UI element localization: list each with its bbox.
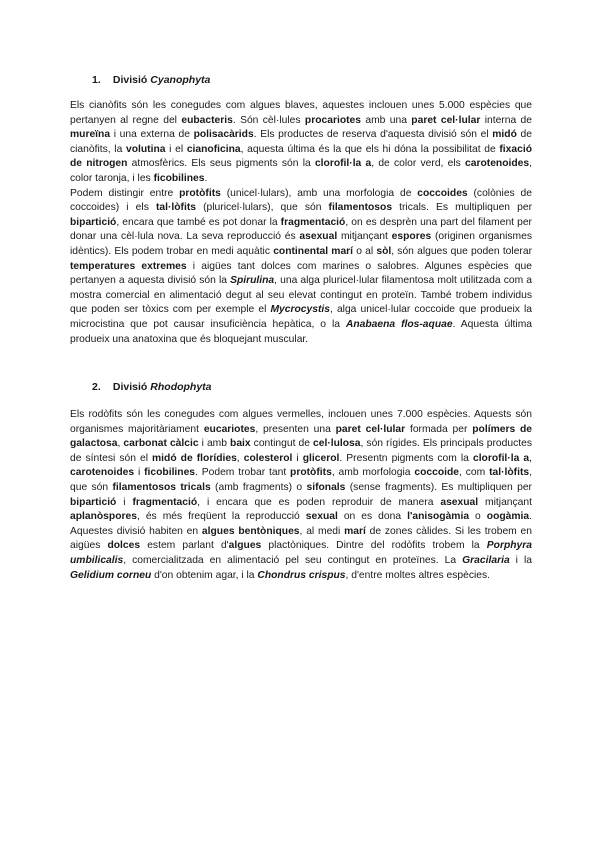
bold-term: tal·lòfits <box>155 202 196 214</box>
bold-term: sòl <box>376 245 392 257</box>
text-run: . Els productes de reserva d'aquesta divisió són el <box>253 129 493 141</box>
bold-term: coccoide <box>414 467 460 479</box>
bold-term: eubacteris <box>181 114 233 126</box>
bold-term: carbonat càlcic <box>123 438 199 450</box>
text-run: (sense fragments). Es multipliquen per <box>345 481 532 493</box>
bold-term: espores <box>391 231 432 243</box>
bold-term: fragmentació <box>132 496 198 508</box>
bold-term: Gelidium corneu <box>70 569 152 581</box>
text-run: (pluricel·lulars), que són <box>196 202 329 214</box>
bold-term: bipartició <box>70 216 117 228</box>
text-run: i aigües tant dolces com marines o salobres. Algunes espècies que pertanyen a aquesta divisió són la <box>70 260 532 287</box>
text-run: . Són cèl·lules <box>232 114 305 126</box>
text-run: contingut de <box>250 438 314 450</box>
section-1-title-name: Cyanophyta <box>150 74 211 86</box>
text-run: o al <box>353 245 377 257</box>
text-run: estem parlant d' <box>140 540 229 552</box>
bold-term: colesterol <box>243 452 293 464</box>
bold-term: oogàmia <box>486 511 530 523</box>
text-run: plactòniques. Dintre del rodòfits trobem la <box>261 540 487 552</box>
bold-term: bipartició <box>70 496 117 508</box>
text-run: i una externa de <box>110 129 194 141</box>
text-run: interna de <box>480 114 532 126</box>
text-run: Podem distingir entre <box>70 187 180 199</box>
text-run: , <box>236 452 244 464</box>
bold-term: eucariotes <box>203 423 256 435</box>
text-run: . Aquestes divisió habiten en <box>70 511 532 537</box>
text-run: formada per <box>405 423 473 435</box>
section-2-heading <box>92 380 212 394</box>
bold-term: asexual <box>299 231 338 243</box>
bold-term: ficobilines <box>144 467 196 479</box>
text-run: i <box>292 452 303 464</box>
bold-term: carotenoides <box>70 467 135 479</box>
bold-term: marí <box>344 525 366 537</box>
bold-term: aplanòspores <box>70 511 137 523</box>
text-run: (unicel·lulars), amb una morfologia de <box>220 187 418 199</box>
text-run: (amb fragments) o <box>210 481 307 493</box>
text-run: . <box>204 172 208 184</box>
text-run: , que són <box>70 467 532 493</box>
text-run: i amb <box>198 438 231 450</box>
text-run: . Presentn pigments com la <box>339 452 473 464</box>
text-run: , de color verd, els <box>371 158 466 170</box>
text-run: amb una <box>361 114 412 126</box>
section-1-body <box>70 99 532 347</box>
section1-paragraph-1 <box>70 99 532 187</box>
section-1-heading <box>92 73 210 87</box>
text-run: . Aquesta última produeix una anatoxina que és bloquejant muscular. <box>70 318 533 345</box>
text-run: Els rodòfits són les conegudes com algues vermelles, inclouen unes 7.000 espècies. Aquests són organismes majoritàriament <box>70 409 532 435</box>
bold-term: Porphyra umbilicalis <box>70 540 532 566</box>
text-run: , aquesta última és la que els hi dóna la possibilitat de <box>240 143 500 155</box>
text-run: , encara que també es pot donar la <box>116 216 281 228</box>
bold-term: Anabaena flos-aquae <box>345 318 453 330</box>
text-run: , al medi <box>299 525 345 537</box>
text-run: , color taronja, i les <box>70 158 532 184</box>
text-run: , són rígides. Els principals productes de síntesi són el <box>70 438 532 464</box>
text-run: , i encara que es poden reproduir de manera <box>197 496 441 508</box>
section-2-body <box>70 408 532 583</box>
bold-term: tal·lòfits <box>489 467 530 479</box>
bold-term: continental marí <box>273 245 354 257</box>
text-run: , són algues que poden tolerar <box>391 245 532 257</box>
bold-term: Gracilaria <box>462 554 510 566</box>
text-run: , com <box>459 467 490 479</box>
bold-term: sexual <box>305 511 338 523</box>
text-run: i el <box>165 143 187 155</box>
bold-term: protòfits <box>290 467 332 479</box>
bold-term: sifonals <box>306 481 346 493</box>
section-1-title-prefix: Divisió <box>112 74 148 86</box>
text-run: , <box>529 452 532 464</box>
text-run: de zones càlides. Si les trobem en aigües <box>70 525 532 552</box>
text-run: , presenten una <box>255 423 336 435</box>
bold-term: algues <box>228 540 262 552</box>
text-run: , <box>117 438 124 450</box>
bold-term: midó de florídies <box>152 452 237 464</box>
bold-term: fixació de nitrogen <box>70 143 532 170</box>
text-run: Els cianòfits són les conegudes com algues blaves, aquestes inclouen unes 5.000 espècies que pertanyen al regne del <box>70 100 532 126</box>
bold-term: algues bentòniques <box>201 525 300 537</box>
text-run: d'on obtenim agar, i la <box>151 569 258 581</box>
text-run: , comercialitzada en alimentació pel seu contingut en proteïnes. La <box>123 554 463 566</box>
bold-term: dolces <box>107 540 141 552</box>
text-run: , una alga pluricel·lular filamentosa molt utilitzada com a mostra comercial en alimentació degut al seu elevat contingut en proteïn. També trobem individus que poden ser tòxics com per exemple el <box>70 275 532 316</box>
bold-term: paret cel·lular <box>335 423 406 435</box>
bold-term: polímers de galactosa <box>70 423 533 450</box>
bold-term: temperatures extremes <box>70 260 187 272</box>
text-run: , amb morfologia <box>331 467 415 479</box>
text-run: (originen organismes idèntics). Els podem trobar en medi aquàtic <box>70 231 533 257</box>
bold-term: mureïna <box>70 129 111 141</box>
bold-term: filamentosos <box>328 202 393 214</box>
text-run: mitjançant <box>478 496 532 508</box>
text-run: mitjançant <box>337 231 392 243</box>
bold-term: protòfits <box>179 187 221 199</box>
bold-term: Chondrus crispus <box>257 569 346 581</box>
text-run: , d'entre moltes altres espècies. <box>345 569 490 581</box>
text-run: on es dona <box>337 511 408 523</box>
bold-term: cianoficina <box>186 143 241 155</box>
bold-term: asexual <box>440 496 479 508</box>
bold-term: Mycrocystis <box>270 304 330 316</box>
bold-term: Spirulina <box>230 275 275 287</box>
bold-term: polisacàrids <box>193 129 254 141</box>
text-run: i <box>116 496 133 508</box>
bold-term: baix <box>230 438 251 450</box>
text-run: de cianòfits, la <box>70 129 532 155</box>
text-run: i la <box>509 554 533 566</box>
text-run: . Podem trobar tant <box>195 467 291 479</box>
section-2-number: 2. <box>92 381 101 393</box>
text-run: tricals. Es multipliquen per <box>392 202 533 214</box>
bold-term: filamentosos tricals <box>112 481 211 493</box>
text-run: , on es desprèn una part del filament per donar una cèl·lula nova. La seva reproducció és <box>70 216 532 243</box>
bold-term: coccoides <box>417 187 468 199</box>
text-run: (colònies de coccoides) i els <box>70 187 532 214</box>
bold-term: carotenoides <box>465 158 530 170</box>
bold-term: fragmentació <box>280 216 346 228</box>
section-2-title-name: Rhodophyta <box>150 381 212 393</box>
text-run: atmosfèrics. Els seus pigments són la <box>127 158 315 170</box>
bold-term: clorofil·la a <box>314 158 372 170</box>
bold-term: l'anisogàmia <box>407 511 470 523</box>
section-2-title-prefix: Divisió <box>112 381 148 393</box>
bold-term: clorofil·la a <box>472 452 530 464</box>
section2-paragraph-1 <box>70 408 532 583</box>
bold-term: volutina <box>126 143 166 155</box>
section-1-number: 1. <box>92 74 101 86</box>
text-run: , alga unicel·lular coccoide que produeix la microcistina que pot causar insuficiència hepàtica, o la <box>70 304 532 330</box>
bold-term: procariotes <box>304 114 361 126</box>
text-run: , és més freqüent la reproducció <box>136 511 306 523</box>
section1-paragraph-2 <box>70 187 532 348</box>
bold-term: ficobilines <box>153 172 205 184</box>
bold-term: midó <box>492 129 517 141</box>
bold-term: paret cel·lular <box>411 114 481 126</box>
bold-term: glicerol <box>302 452 340 464</box>
text-run: i <box>134 467 145 479</box>
text-run: o <box>469 511 487 523</box>
bold-term: cel·lulosa <box>313 438 361 450</box>
